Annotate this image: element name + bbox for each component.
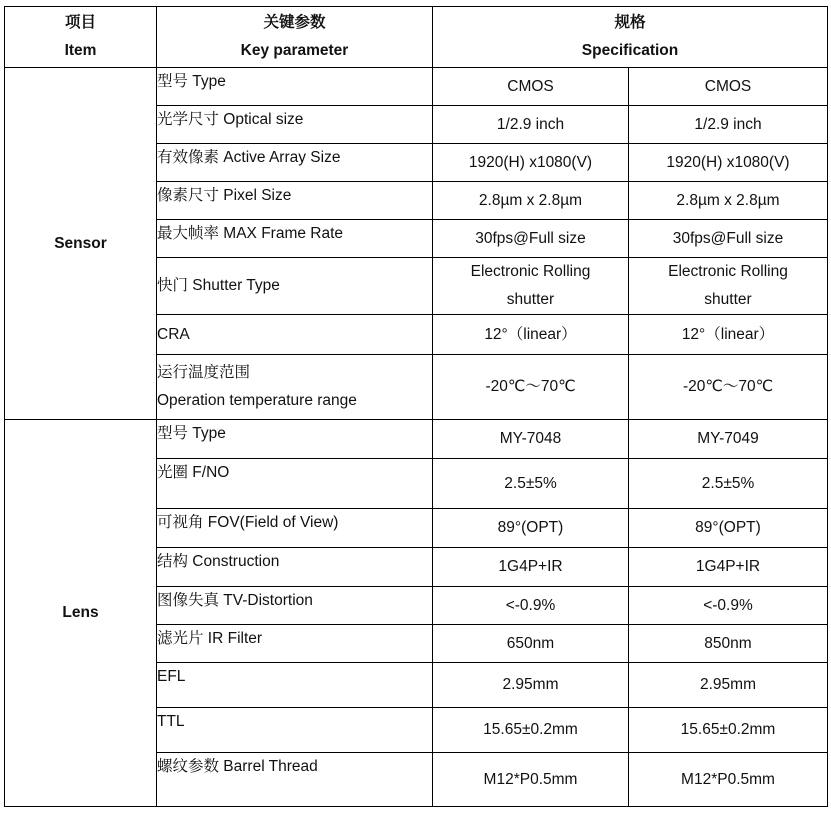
param-cell: 结构 Construction	[157, 548, 433, 587]
spec-value-1: -20℃～70℃	[433, 355, 629, 420]
spec-value-1: MY-7048	[433, 420, 629, 459]
table-row	[5, 420, 828, 459]
param-cell: 有效像素 Active Array Size	[157, 144, 433, 182]
param-cell: 螺纹参数 Barrel Thread	[157, 753, 433, 807]
spec-value-1-line-b: shutter	[506, 291, 555, 308]
spec-value-2: 2.8µm x 2.8µm	[629, 182, 828, 220]
spec-table	[4, 6, 828, 807]
header-spec	[433, 7, 828, 68]
param-cell: TTL	[157, 708, 433, 753]
param-cell: EFL	[157, 663, 433, 708]
spec-value-1: 30fps@Full size	[433, 220, 629, 258]
spec-value-2: MY-7049	[629, 420, 828, 459]
param-cell: 型号 Type	[157, 68, 433, 106]
param-cell: 光圈 F/NO	[157, 459, 433, 509]
spec-value-1: 1G4P+IR	[433, 548, 629, 587]
spec-value-2: 2.95mm	[629, 663, 828, 708]
spec-value-1: 12°（linear）	[433, 315, 629, 355]
spec-value-2: 15.65±0.2mm	[629, 708, 828, 753]
category-sensor: Sensor	[5, 68, 157, 420]
spec-value-2: 2.5±5%	[629, 459, 828, 509]
spec-value-2: 1920(H) x1080(V)	[629, 144, 828, 182]
spec-value-1: 89°(OPT)	[433, 509, 629, 548]
spec-value-1: 2.5±5%	[433, 459, 629, 509]
spec-value-2: 850nm	[629, 625, 828, 663]
spec-value-2-line-b: shutter	[704, 291, 752, 308]
spec-value-2: 30fps@Full size	[629, 220, 828, 258]
header-item-cn: 项目	[64, 14, 96, 31]
param-cell: 图像失真 TV-Distortion	[157, 587, 433, 625]
spec-value-1: 1/2.9 inch	[433, 106, 629, 144]
param-cell: 可视角 FOV(Field of View)	[157, 509, 433, 548]
spec-value-1: 650nm	[433, 625, 629, 663]
header-spec-en: Specification	[581, 42, 679, 59]
spec-value-1: 2.95mm	[433, 663, 629, 708]
param-cell: CRA	[157, 315, 433, 355]
header-param-en: Key parameter	[240, 42, 349, 59]
spec-value-1: 2.8µm x 2.8µm	[433, 182, 629, 220]
spec-value-2	[629, 258, 828, 315]
spec-value-2: 12°（linear）	[629, 315, 828, 355]
spec-value-2: CMOS	[629, 68, 828, 106]
spec-value-2: <-0.9%	[629, 587, 828, 625]
spec-value-2: 89°(OPT)	[629, 509, 828, 548]
spec-value-1: M12*P0.5mm	[433, 753, 629, 807]
spec-value-1: <-0.9%	[433, 587, 629, 625]
header-spec-cn: 规格	[614, 14, 646, 31]
param-cell: 滤光片 IR Filter	[157, 625, 433, 663]
spec-value-2: -20℃～70℃	[629, 355, 828, 420]
param-cell	[157, 355, 433, 420]
spec-value-2: M12*P0.5mm	[629, 753, 828, 807]
param-cell: 型号 Type	[157, 420, 433, 459]
param-cell-line-a: 运行温度范围	[157, 364, 251, 381]
spec-value-1	[433, 258, 629, 315]
spec-value-1-line-a: Electronic Rolling	[470, 263, 591, 280]
table-row	[5, 68, 828, 106]
spec-value-1: 1920(H) x1080(V)	[433, 144, 629, 182]
param-cell: 快门 Shutter Type	[157, 258, 433, 315]
spec-value-2: 1G4P+IR	[629, 548, 828, 587]
header-param	[157, 7, 433, 68]
spec-value-2-line-a: Electronic Rolling	[668, 263, 788, 280]
header-item-en: Item	[64, 42, 97, 59]
param-cell: 最大帧率 MAX Frame Rate	[157, 220, 433, 258]
header-param-cn: 关键参数	[263, 14, 326, 31]
param-cell-line-b: Operation temperature range	[157, 392, 357, 409]
spec-value-1: 15.65±0.2mm	[433, 708, 629, 753]
category-lens: Lens	[5, 420, 157, 807]
header-item	[5, 7, 157, 68]
header-row	[5, 7, 828, 68]
spec-value-1: CMOS	[433, 68, 629, 106]
spec-value-2: 1/2.9 inch	[629, 106, 828, 144]
param-cell: 光学尺寸 Optical size	[157, 106, 433, 144]
param-cell: 像素尺寸 Pixel Size	[157, 182, 433, 220]
